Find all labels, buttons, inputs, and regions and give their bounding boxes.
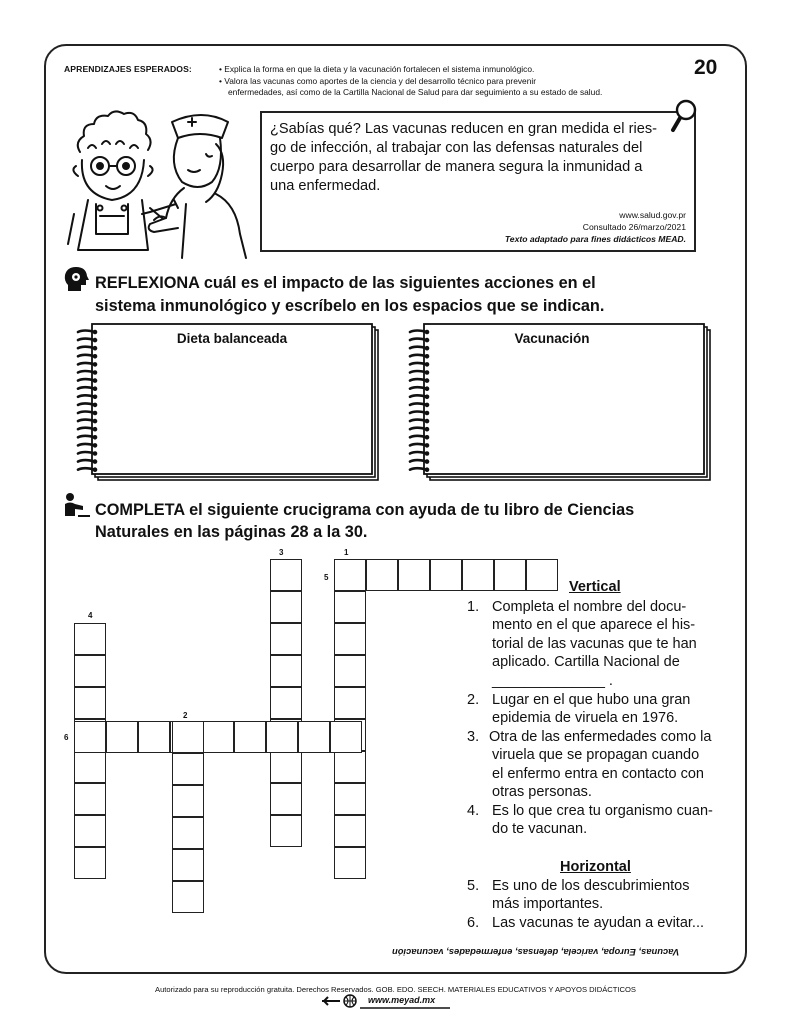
crossword-cell[interactable]: [106, 721, 138, 753]
clue-text: [492, 914, 732, 932]
clue-line: viruela que se propagan cuando: [492, 747, 700, 764]
spiral-ring: [410, 444, 427, 446]
clue-line: Lugar en el que hubo una gran: [492, 692, 691, 708]
aprendizajes-label: APRENDIZAJES ESPERADOS:: [64, 64, 192, 74]
sabias-line-1: ¿Sabías qué? Las vacunas reducen en gran medida el ries-: [270, 121, 657, 137]
source-note: Texto adaptado para fines didácticos MEAD.: [504, 234, 686, 244]
crossword-number-5: 5: [324, 573, 329, 582]
spiral-ring: [410, 468, 427, 470]
clue-text: [492, 598, 712, 690]
spiral-ring: [410, 363, 427, 365]
crossword-number-2: 2: [183, 711, 188, 720]
clue-line: torial de las vacunas que te han: [492, 635, 697, 652]
website-link[interactable]: www.meyad.mx: [368, 995, 436, 1005]
completa-heading-line-1: [95, 499, 634, 521]
spiral-ring: [410, 371, 427, 373]
crossword-cell[interactable]: [74, 751, 106, 783]
spiral-ring: [78, 331, 95, 333]
crossword-cell[interactable]: [398, 559, 430, 591]
spiral-ring: [78, 395, 95, 397]
completa-verb: COMPLETA: [95, 501, 185, 519]
crossword-cell[interactable]: [526, 559, 558, 591]
spiral-ring: [410, 460, 427, 462]
completa-heading-line-2: Naturales en las páginas 28 a la 30.: [95, 523, 368, 541]
vertical-title: Vertical: [569, 579, 621, 595]
spiral-ring: [410, 379, 427, 381]
crossword-number-1: 1: [344, 548, 349, 557]
website-underline: [360, 1006, 450, 1010]
spiral-ring: [78, 428, 95, 430]
spiral-ring: [410, 436, 427, 438]
sabias-que-box: [260, 111, 696, 252]
spiral-ring: [410, 412, 427, 414]
crossword-cell[interactable]: [334, 815, 366, 847]
spiral-ring: [78, 379, 95, 381]
clue-text: [492, 877, 712, 914]
clue-number: 3.: [467, 729, 480, 745]
crossword-cell[interactable]: [172, 849, 204, 881]
crossword-cell[interactable]: [266, 721, 298, 753]
spiral-ring: [78, 436, 95, 438]
spiral-ring: [78, 355, 95, 357]
reflexiona-heading-line-2: sistema inmunológico y escríbelo en los espacios que se indican.: [95, 297, 605, 315]
crossword-cell[interactable]: [330, 721, 362, 753]
aprendizaje-item-1: • Explica la forma en que la dieta y la vacunación fortalecen el sistema inmunológico.: [219, 64, 535, 74]
footer-rights: Autorizado para su reproducción gratuita. Derechos Reservados. GOB. EDO. SEECH. MATERIALES EDUCATIVOS Y APOYOS DIDÁCTICOS: [155, 985, 636, 994]
crossword-cell[interactable]: [172, 721, 204, 753]
crossword-cell[interactable]: [334, 847, 366, 879]
spiral-ring: [78, 444, 95, 446]
clue-line: aplicado. Cartilla Nacional de: [492, 654, 680, 671]
aprendizaje-item-2b: enfermedades, así como de la Cartilla Nacional de Salud para dar seguimiento a su estado de salud.: [228, 87, 603, 97]
clue-line: Es lo que crea tu organismo cuan-: [492, 803, 713, 819]
spiral-ring: [410, 339, 427, 341]
writing-person-icon: [62, 492, 90, 518]
spiral-ring: [410, 387, 427, 389]
clue-line: más importantes.: [492, 896, 604, 913]
spiral-ring: [410, 452, 427, 454]
page-number: 20: [694, 56, 718, 79]
crossword-number-4: 4: [88, 611, 93, 620]
crossword-cell[interactable]: [138, 721, 170, 753]
crossword-cell[interactable]: [74, 721, 106, 753]
spiral-ring: [78, 412, 95, 414]
crossword-cell[interactable]: [334, 623, 366, 655]
crossword-cell[interactable]: [270, 815, 302, 847]
crossword-number-6: 6: [64, 733, 69, 742]
spiral-ring: [78, 339, 95, 341]
clue-line: epidemia de viruela en 1976.: [492, 710, 679, 727]
clue-line: Es uno de los descubrimientos: [492, 878, 690, 894]
spiral-ring: [78, 420, 95, 422]
spiral-ring: [410, 428, 427, 430]
notebook-title-vacunacion: Vacunación: [514, 331, 590, 346]
sabias-line-3: cuerpo para desarrollar de manera segura la inmunidad a: [270, 159, 643, 175]
clue-number: 5.: [467, 878, 480, 894]
clue-text: [492, 802, 732, 839]
spiral-ring: [410, 395, 427, 397]
notebook-title-dieta: Dieta balanceada: [176, 331, 288, 346]
clue-line: Completa el nombre del docu-: [492, 599, 687, 615]
page-front: [424, 324, 704, 474]
crossword-cell[interactable]: [74, 815, 106, 847]
clue-number: 6.: [467, 915, 480, 931]
spiral-ring: [410, 420, 427, 422]
crossword-cell[interactable]: [494, 559, 526, 591]
spiral-ring: [78, 452, 95, 454]
crossword-number-3: 3: [279, 548, 284, 557]
clue-number: 2.: [467, 692, 480, 708]
horizontal-title: Horizontal: [560, 859, 631, 875]
spiral-ring: [78, 460, 95, 462]
spiral-ring: [410, 355, 427, 357]
crossword-cell[interactable]: [74, 687, 106, 719]
reflexiona-heading-line-1: [95, 272, 596, 294]
clue-line: Otra de las enfermedades como la: [489, 729, 712, 745]
clue-number: 4.: [467, 803, 480, 819]
page-front: [92, 324, 372, 474]
head-gear-icon: [64, 267, 90, 293]
clue-number: 1.: [467, 599, 480, 615]
spiral-ring: [78, 347, 95, 349]
source-url: www.salud.gov.pr: [619, 210, 686, 220]
crossword-cell[interactable]: [270, 687, 302, 719]
aprendizaje-item-2a: • Valora las vacunas como aportes de la ciencia y del desarrollo técnico para prevenir: [219, 76, 537, 86]
crossword-cell[interactable]: [462, 559, 494, 591]
crossword-cell[interactable]: [334, 783, 366, 815]
crossword-cell[interactable]: [270, 591, 302, 623]
crossword-cell[interactable]: [334, 687, 366, 719]
crossword-cell[interactable]: [270, 751, 302, 783]
crossword-cell[interactable]: [334, 559, 366, 591]
spiral-ring: [410, 347, 427, 349]
crossword-cell[interactable]: [334, 655, 366, 687]
magnifier-icon: [670, 98, 700, 138]
spiral-ring: [410, 331, 427, 333]
crossword-cell[interactable]: [172, 753, 204, 785]
clue-line: do te vacunan.: [492, 821, 588, 838]
nurse-vaccination-illustration: [66, 104, 262, 260]
spiral-ring: [78, 363, 95, 365]
spiral-ring: [410, 403, 427, 405]
sabias-line-2: go de infección, al trabajar con las defensas naturales del: [270, 140, 643, 156]
crossword-cell[interactable]: [270, 559, 302, 591]
crossword-cell[interactable]: [334, 751, 366, 783]
sabias-que-text: [270, 120, 685, 196]
crossword-cell[interactable]: [74, 655, 106, 687]
clue-line: el enfermo entra en contacto con: [492, 765, 704, 782]
answer-blank[interactable]: ______________ .: [492, 672, 613, 689]
source-date: Consultado 26/marzo/2021: [582, 222, 686, 232]
crossword-cell[interactable]: [202, 721, 234, 753]
clue-line: Las vacunas te ayudan a evitar...: [492, 915, 704, 931]
completa-text-1: el siguiente crucigrama con ayuda de tu libro de Ciencias: [184, 501, 635, 519]
crossword-cell[interactable]: [334, 591, 366, 623]
spiral-ring: [78, 371, 95, 373]
clue-line: mento en el que aparece el his-: [492, 617, 696, 634]
crossword-cell[interactable]: [74, 623, 106, 655]
crossword-cell[interactable]: [298, 721, 330, 753]
sabias-line-4: una enfermedad.: [270, 178, 381, 194]
clue-line: otras personas.: [492, 784, 592, 801]
crossword-cell[interactable]: [270, 783, 302, 815]
clue-text: [492, 691, 712, 728]
clue-text: [489, 728, 729, 802]
crossword-cell[interactable]: [74, 783, 106, 815]
crossword-cell[interactable]: [366, 559, 398, 591]
reflexiona-text-1: cuál es el impacto de las siguientes acciones en el: [199, 274, 596, 292]
spiral-ring: [78, 403, 95, 405]
upside-down-answers: Vacunas, Europa, varicela, defensas, enfermedades, vacunación: [392, 947, 680, 958]
crossword-cell[interactable]: [430, 559, 462, 591]
crossword-cell[interactable]: [74, 847, 106, 879]
crossword-cell[interactable]: [172, 881, 204, 913]
spiral-ring: [78, 468, 95, 470]
reflexiona-verb: REFLEXIONA: [95, 274, 200, 292]
crossword-cell[interactable]: [270, 623, 302, 655]
crossword-cell[interactable]: [172, 817, 204, 849]
spiral-ring: [78, 387, 95, 389]
crossword-cell[interactable]: [172, 785, 204, 817]
crossword-cell[interactable]: [270, 655, 302, 687]
crossword-cell[interactable]: [234, 721, 266, 753]
